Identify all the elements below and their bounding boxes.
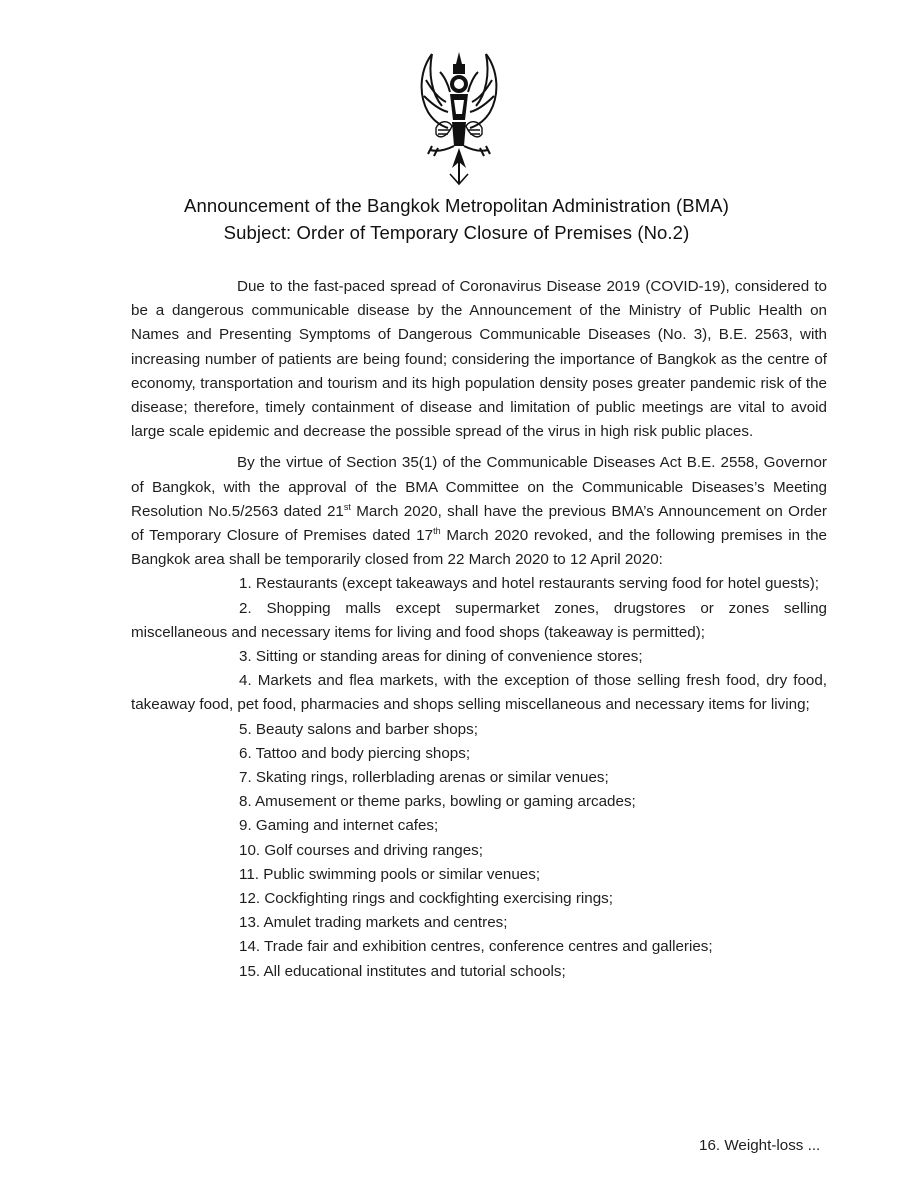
order-text-b: March 2020, shall have the previous BMA’s Announcement on Order of Temporary Closure of Premises dated 17 [131, 502, 827, 545]
list-item: 9. Gaming and internet cafes; [239, 817, 439, 835]
premises-list [131, 572, 827, 983]
list-item: 10. Golf courses and driving ranges; [239, 841, 483, 859]
ordinal-suffix: st [343, 501, 351, 512]
list-item: 3. Sitting or standing areas for dining of convenience stores; [239, 648, 643, 666]
list-item: 4. Markets and flea markets, with the exception of those selling fresh food, dry food, takeaway food, pet food, pharmacies and shops selling miscellaneous and necessary items for living; [131, 672, 827, 714]
document-subject: Subject: Order of Temporary Closure of Premises (No.2) [223, 222, 690, 243]
list-item: 6. Tattoo and body piercing shops; [239, 744, 471, 762]
list-item: 14. Trade fair and exhibition centres, conference centres and galleries; [239, 938, 713, 956]
list-item: 5. Beauty salons and barber shops; [239, 720, 478, 738]
list-item: 2. Shopping malls except supermarket zones, drugstores or zones selling miscellaneous and necessary items for living and food shops (takeaway is permitted); [131, 599, 827, 641]
continuation-note: 16. Weight-loss ... [699, 1137, 821, 1154]
ordinal-suffix: th [433, 526, 441, 537]
document-title: Announcement of the Bangkok Metropolitan Administration (BMA) [184, 195, 729, 216]
order-text-a: By the virtue of Section 35(1) of the Communicable Diseases Act B.E. 2558, Governor of Bangkok, with the approval of the BMA Committee on the Communicable Diseases’s Meeting Resolution No.5/2563 dated 21 [131, 454, 827, 520]
paragraph-order [131, 451, 827, 572]
list-item: 15. All educational institutes and tutorial schools; [239, 962, 566, 980]
list-item: 11. Public swimming pools or similar venues; [239, 865, 541, 883]
list-item: 12. Cockfighting rings and cockfighting exercising rings; [239, 890, 613, 908]
document-header [0, 192, 913, 246]
document-body [131, 275, 827, 984]
list-item: 7. Skating rings, rollerblading arenas or similar venues; [239, 769, 609, 787]
garuda-emblem-icon [418, 50, 500, 186]
list-item: 8. Amusement or theme parks, bowling or gaming arcades; [239, 793, 636, 811]
order-text-c: March 2020 revoked, and the following premises in the Bangkok area shall be temporarily closed from 22 March 2020 to 12 April 2020: [131, 527, 827, 569]
list-item: 13. Amulet trading markets and centres; [239, 914, 508, 932]
paragraph-preamble: Due to the fast-paced spread of Coronavirus Disease 2019 (COVID-19), considered to be a dangerous communicable disease by the Announcement of the Ministry of Public Health on Names and Presenting Symptoms of Dangerous Communicable Diseases (No. 3), B.E. 2563, with increasing number of patients are being found; considering the importance of Bangkok as the centre of economy, transportation and tourism and its high population density poses greater pandemic risk of the disease; therefore, timely containment of disease and limitation of public meetings are vital to avoid large scale epidemic and decrease the possible spread of the virus in high risk public places. [131, 278, 827, 441]
list-item: 1. Restaurants (except takeaways and hotel restaurants serving food for hotel guests); [239, 575, 819, 593]
